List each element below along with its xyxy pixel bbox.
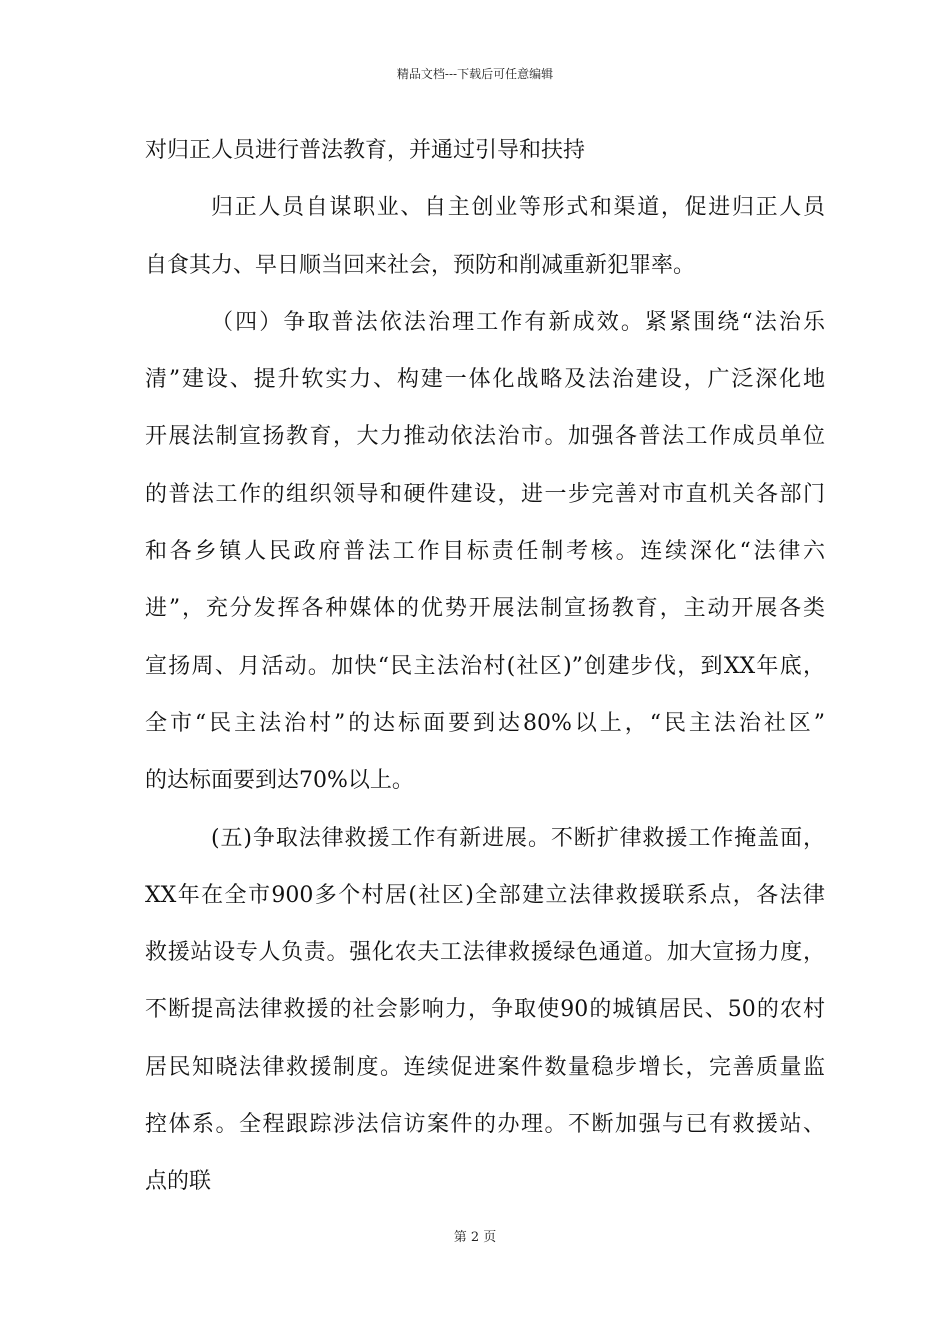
page-header: 精品文档---下载后可任意编辑: [396, 67, 554, 81]
text-line: 救援站设专人负责。强化农夫工法律救援绿色通道。加大宣扬力度，: [145, 940, 825, 966]
document-body: [145, 129, 825, 1218]
text-line: （四）争取普法依法治理工作有新成效。紧紧围绕“法治乐: [211, 309, 825, 335]
text-line: 的达标面要到达70%以上。: [145, 768, 414, 794]
text-line: 点的联: [145, 1169, 212, 1195]
text-line: 进”，充分发挥各种媒体的优势开展法制宣扬教育，主动开展各类: [145, 596, 825, 622]
text-line: 归正人员自谋职业、自主创业等形式和渠道，促进归正人员: [211, 195, 825, 221]
text-line: 和各乡镇人民政府普法工作目标责任制考核。连续深化“法律六: [145, 539, 825, 565]
text-line: 不断提高法律救援的社会影响力，争取使90的城镇居民、50的农村: [145, 997, 825, 1023]
text-line: 宣扬周、月活动。加快“民主法治村(社区)”创建步伐，到XX年底，: [145, 653, 825, 679]
text-line: 的普法工作的组织领导和硬件建设，进一步完善对市直机关各部门: [145, 481, 825, 507]
text-line: 开展法制宣扬教育，大力推动依法治市。加强各普法工作成员单位: [145, 424, 825, 450]
text-line: 自食其力、早日顺当回来社会，预防和削减重新犯罪率。: [145, 252, 696, 278]
text-line: XX年在全市900多个村居(社区)全部建立法律救援联系点，各法律: [145, 882, 825, 908]
text-line: 清”建设、提升软实力、构建一体化战略及法治建设，广泛深化地: [145, 367, 825, 393]
page-number: 第 2 页: [453, 1230, 497, 1245]
text-line: 全市“民主法治村”的达标面要到达80%以上，“民主法治社区”: [145, 710, 825, 736]
text-line: 居民知晓法律救援制度。连续促进案件数量稳步增长，完善质量监: [145, 1054, 825, 1080]
text-line: 控体系。全程跟踪涉法信访案件的办理。不断加强与已有救援站、: [145, 1112, 825, 1138]
text-line: (五)争取法律救援工作有新进展。不断扩律救援工作掩盖面，: [211, 825, 825, 851]
text-line: 对归正人员进行普法教育，并通过引导和扶持: [145, 138, 586, 163]
